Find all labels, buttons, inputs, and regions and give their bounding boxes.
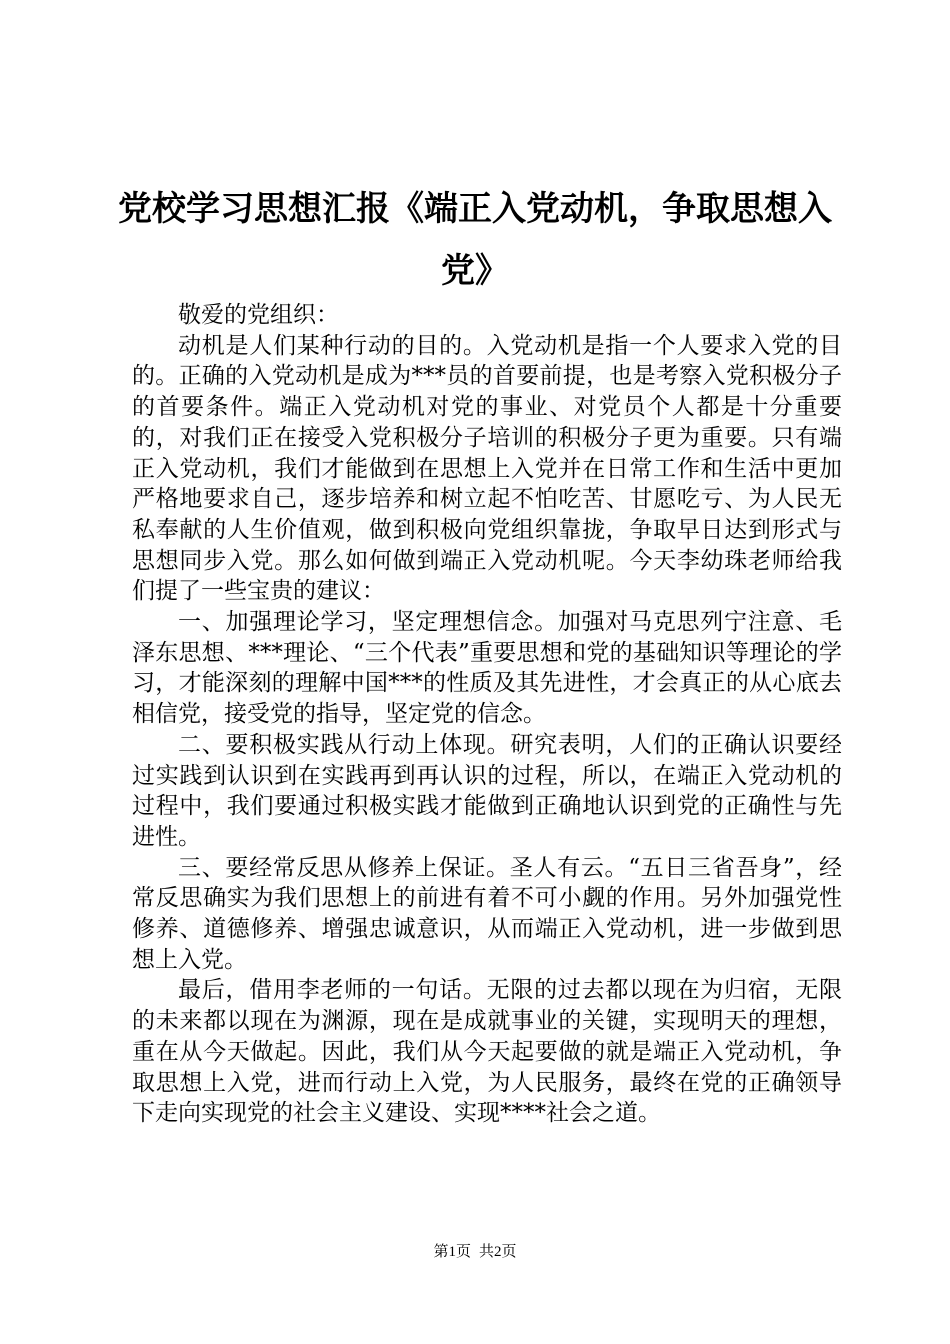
paragraph-point-2: 二、要积极实践从行动上体现。研究表明，人们的正确认识要经过实践到认识到在实践再到再认识的过程，所以，在端正入党动机的过程中，我们要通过积极实践才能做到正确地认识到党的正确性与先进性。 — [132, 731, 842, 850]
paragraph-point-1: 一、加强理论学习，坚定理想信念。加强对马克思列宁注意、毛泽东思想、***理论、“三个代表”重要思想和党的基础知识等理论的学习，才能深刻的理解中国***的性质及其先进性，才会真正的从心底去相信党，接受党的指导，坚定党的信念。 — [132, 609, 842, 728]
page-number: 第1页 — [433, 1244, 471, 1260]
page-footer — [0, 1242, 950, 1262]
paragraph-conclusion: 最后，借用李老师的一句话。无限的过去都以现在为归宿，无限的未来都以现在为渊源，现在是成就事业的关键，实现明天的理想，重在从今天做起。因此，我们从今天起要做的就是端正入党动机，争取思想上入党，进而行动上入党，为人民服务，最终在党的正确领导下走向实现党的社会主义建设、实现****社会之道。 — [132, 977, 842, 1127]
document-body — [132, 300, 842, 1129]
document-title: 党校学习思想汇报《端正入党动机，争取思想入党》 — [118, 189, 832, 291]
paragraph-intro: 动机是人们某种行动的目的。入党动机是指一个人要求入党的目的。正确的入党动机是成为***员的首要前提，也是考察入党积极分子的首要条件。端正入党动机对党的事业、对党员个人都是十分重要的，对我们正在接受入党积极分子培训的积极分子更为重要。只有端正入党动机，我们才能做到在思想上入党并在日常工作和生活中更加严格地要求自己，逐步培养和树立起不怕吃苦、甘愿吃亏、为人民无私奉献的人生价值观，做到积极向党组织靠拢，争取早日达到形式与思想同步入党。那么如何做到端正入党动机呢。今天李幼珠老师给我们提了一些宝贵的建议： — [132, 332, 842, 605]
paragraph-point-3: 三、要经常反思从修养上保证。圣人有云。“五日三省吾身”，经常反思确实为我们思想上的前进有着不可小觑的作用。另外加强党性修养、道德修养、增强忠诚意识，从而端正入党动机，进一步做到思想上入党。 — [132, 854, 842, 973]
page-total: 共2页 — [479, 1244, 517, 1260]
salutation: 敬爱的党组织： — [178, 302, 339, 328]
